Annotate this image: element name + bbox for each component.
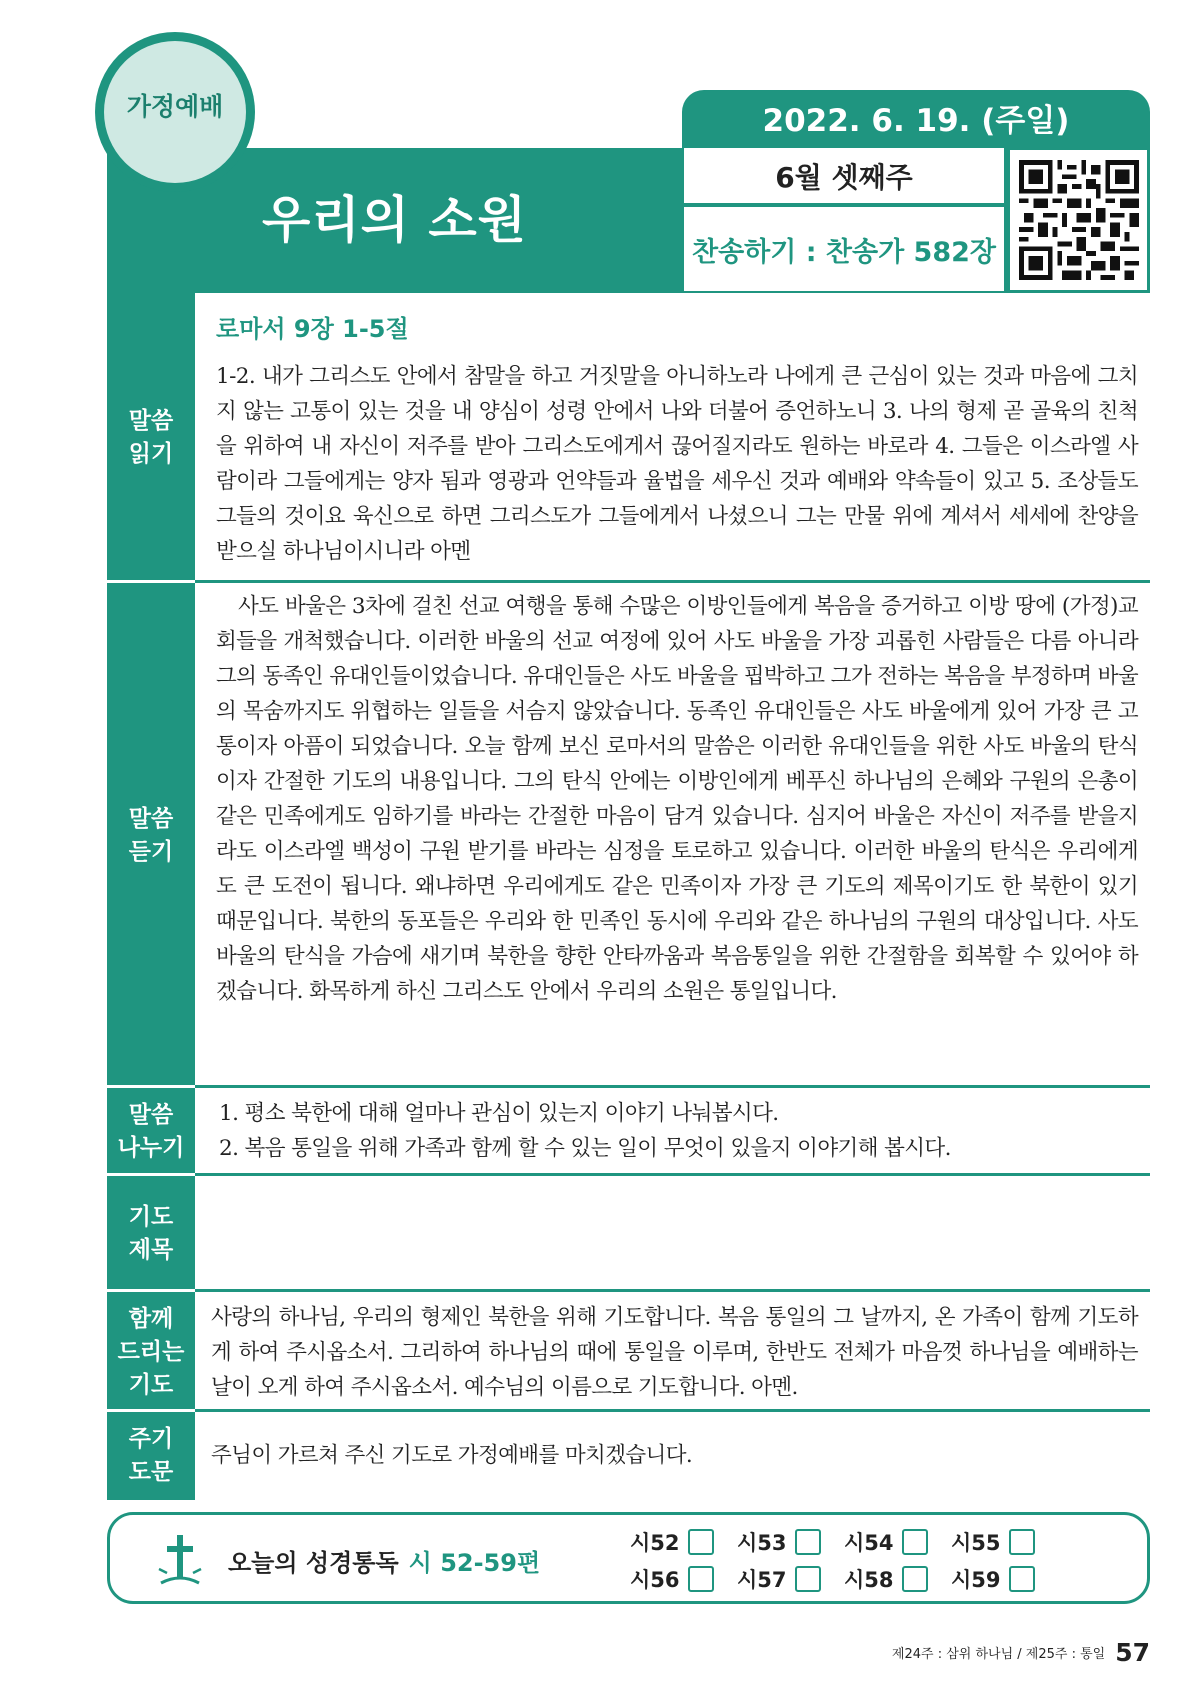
checkbox[interactable] <box>902 1566 928 1592</box>
check-label: 시59 <box>951 1568 1001 1592</box>
label-line: 기도 <box>128 1204 174 1230</box>
section-together-prayer <box>107 1292 1150 1412</box>
bible-reading-title <box>228 1543 540 1578</box>
check-label: 시56 <box>630 1568 680 1592</box>
label-line: 드리는 <box>117 1338 185 1365</box>
prayer-text: 사랑의 하나님, 우리의 형제인 북한을 위해 기도합니다. 복음 통일의 그 날까지, 온 가족이 함께 기도하게 하여 주시옵소서. 그리하여 하나님의 때에 통일을 이루며, 한반도 전체가 마음껏 하나님을 예배하는 날이 오게 하여 주시옵소서. 예수님의 이름으로 기도합니다. 아멘. <box>211 1305 1138 1400</box>
bible-reading-box <box>107 1512 1150 1604</box>
check-item[interactable] <box>951 1527 1035 1557</box>
footer-text: 제24주 : 삼위 하나님 / 제25주 : 통일 <box>891 1647 1106 1662</box>
check-label: 시58 <box>844 1568 894 1592</box>
checkbox[interactable] <box>1009 1529 1035 1555</box>
label-line: 함께 <box>128 1305 174 1332</box>
check-label: 시52 <box>630 1531 680 1555</box>
check-item[interactable] <box>630 1564 714 1594</box>
page-title: 우리의 소원 <box>262 191 527 249</box>
qr-code-graphic <box>1019 160 1139 280</box>
checkbox[interactable] <box>795 1566 821 1592</box>
prayer-topic-area[interactable] <box>195 1176 1150 1292</box>
label-line: 듣기 <box>128 838 174 865</box>
check-label: 시53 <box>737 1531 787 1555</box>
checkbox[interactable] <box>902 1529 928 1555</box>
cross-icon <box>155 1533 205 1588</box>
together-prayer-content <box>195 1292 1150 1412</box>
label-line: 주기 <box>128 1426 174 1452</box>
check-item[interactable] <box>844 1527 928 1557</box>
bible-reading-label: 오늘의 성경통독 <box>228 1549 399 1577</box>
section-sharing <box>107 1088 1150 1176</box>
section-label-together-prayer <box>107 1292 195 1412</box>
checkbox[interactable] <box>1009 1566 1035 1592</box>
check-item[interactable] <box>737 1564 821 1594</box>
section-label-prayer-topic <box>107 1176 195 1292</box>
check-item[interactable] <box>737 1527 821 1557</box>
checkbox[interactable] <box>688 1529 714 1555</box>
week-label: 6월 셋째주 <box>684 148 1004 203</box>
scripture-text: 1-2. 내가 그리스도 안에서 참말을 하고 거짓말을 아니하노라 나에게 큰 근심이 있는 것과 마음에 그치지 않는 고통이 있는 것을 내 양심이 성령 안에서 나와 더불어 증언하노니 3. 나의 형제 곧 골육의 친척을 위하여 내 자신이 저주를 받아 그리스도에게서 끊어질지라도 원하는 바로라 4. 그들은 이스라엘 사람이라 그들에게는 양자 됨과 영광과 언약들과 율법을 세우신 것과 예배와 약속들이 있고 5. 조상들도 그들의 것이요 육신으로 하면 그리스도가 그들에게서 나셨으니 그는 만물 위에 계셔서 세세에 찬양을 받으실 하나님이시니라 아멘 <box>216 364 1138 564</box>
section-label-sharing <box>107 1088 195 1176</box>
checkbox[interactable] <box>795 1529 821 1555</box>
check-label: 시55 <box>951 1531 1001 1555</box>
page-footer <box>850 1638 1150 1667</box>
section-reading <box>107 293 1150 583</box>
section-listening <box>107 583 1150 1088</box>
check-item[interactable] <box>844 1564 928 1594</box>
label-line: 읽기 <box>128 441 174 467</box>
label-line: 도문 <box>128 1459 174 1485</box>
sharing-content <box>195 1088 1150 1176</box>
worship-date: 2022. 6. 19. (주일) <box>762 103 1070 139</box>
section-prayer-topic <box>107 1176 1150 1292</box>
label-line: 말씀 <box>128 805 174 832</box>
check-item[interactable] <box>951 1564 1035 1594</box>
checkbox[interactable] <box>688 1566 714 1592</box>
qr-code-icon[interactable] <box>1010 150 1147 290</box>
label-line: 말씀 <box>128 408 174 434</box>
section-label-reading <box>107 293 195 583</box>
label-line: 말씀 <box>128 1102 174 1128</box>
label-line: 나누기 <box>117 1135 185 1161</box>
hymn-label: 찬송하기 : 찬송가 582장 <box>684 207 1004 291</box>
listening-content <box>195 583 1150 1088</box>
sermon-text: 사도 바울은 3차에 걸친 선교 여행을 통해 수많은 이방인들에게 복음을 증거하고 이방 땅에 (가정)교회들을 개척했습니다. 이러한 바울의 선교 여정에 있어 사도 바울을 가장 괴롭힌 사람들은 다름 아니라 그의 동족인 유대인들이었습니다. 유대인들은 사도 바울을 핍박하고 그가 전하는 복음을 부정하며 바울의 목숨까지도 위협하는 일들을 서슴지 않았습니다. 동족인 유대인들은 사도 바울에게 있어 가장 큰 고통이자 아픔이 되었습니다. 오늘 함께 보신 로마서의 말씀은 이러한 유대인들을 위한 사도 바울의 탄식이자 간절한 기도의 내용입니다. 그의 탄식 안에는 이방인에게 베푸신 하나님의 은혜와 구원의 은총이 같은 민족에게도 임하기를 바라는 간절한 마음이 담겨 있습니다. 심지어 바울은 자신이 저주를 받을지라도 이스라엘 백성이 구원 받기를 바라는 심정을 토로하고 있습니다. 이러한 바울의 탄식은 우리에게도 큰 도전이 됩니다. 왜냐하면 우리에게도 같은 민족이자 가장 큰 기도의 제목이기도 한 북한이 있기 때문입니다. 북한의 동포들은 우리와 한 민족인 동시에 우리와 같은 하나님의 구원의 대상입니다. 사도 바울의 탄식을 가슴에 새기며 북한을 향한 안타까움과 복음통일을 위한 간절함을 회복할 수 있어야 하겠습니다. 화목하게 하신 그리스도 안에서 우리의 소원은 통일입니다. <box>216 594 1138 1004</box>
label-line: 기도 <box>128 1371 174 1398</box>
lords-prayer-content <box>195 1412 1150 1500</box>
closing-text: 주님이 가르쳐 주신 기도로 가정예배를 마치겠습니다. <box>211 1443 693 1468</box>
section-label-listening <box>107 583 195 1088</box>
label-line: 제목 <box>128 1237 174 1263</box>
reading-content <box>195 293 1150 583</box>
sharing-question-1: 1. 평소 북한에 대해 얼마나 관심이 있는지 이야기 나눠봅시다. <box>219 1101 779 1126</box>
scripture-reference: 로마서 9장 1-5절 <box>216 315 409 343</box>
section-lords-prayer <box>107 1412 1150 1500</box>
check-label: 시57 <box>737 1568 787 1592</box>
check-item[interactable] <box>630 1527 714 1557</box>
section-label-lords-prayer <box>107 1412 195 1500</box>
check-label: 시54 <box>844 1531 894 1555</box>
bible-reading-range: 시 52-59편 <box>408 1549 541 1577</box>
page-number: 57 <box>1115 1638 1150 1667</box>
family-worship-badge: 가정예배 <box>104 41 246 183</box>
sharing-question-2: 2. 복음 통일을 위해 가족과 함께 할 수 있는 일이 무엇이 있을지 이야기해 봅시다. <box>219 1136 951 1161</box>
